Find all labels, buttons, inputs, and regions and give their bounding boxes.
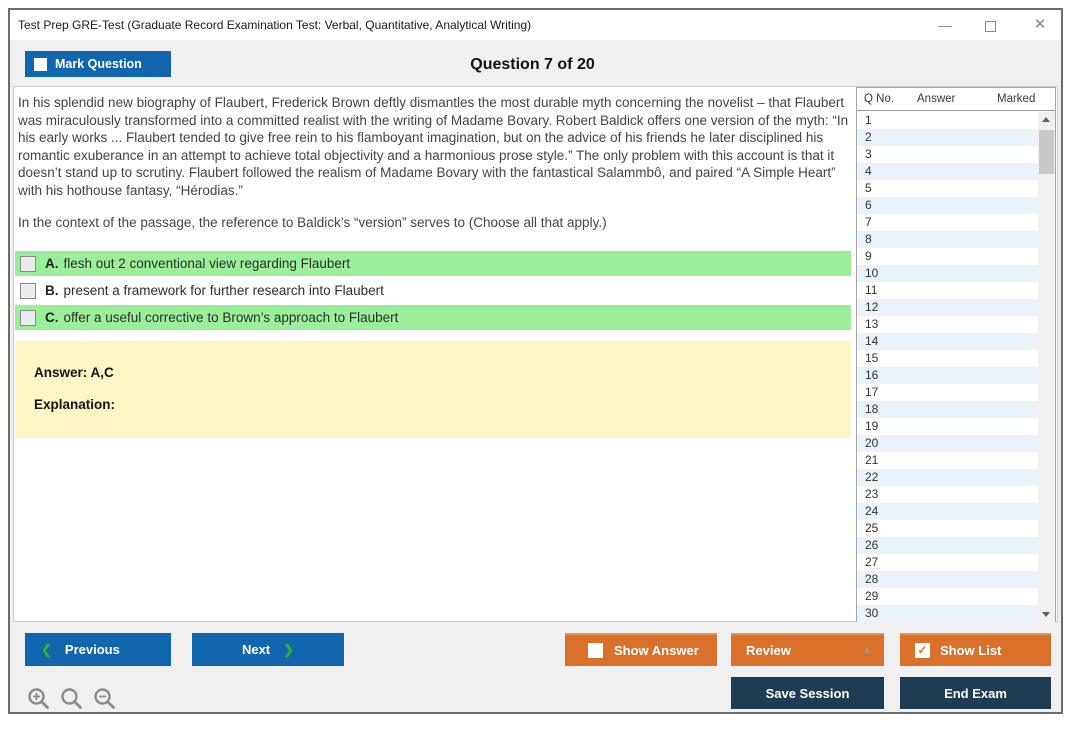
passage-text: In his splendid new biography of Flaubert, Frederick Brown deftly dismantles the most durable myth concerning the novelist – that Flaubert was miraculously transformed into a committed realist with the writing of Madame Bovary. Robert Baldick offers one version of the myth: “In his early works ... Flaubert tended to give free rein to his flamboyant imagination, but on the advice of his friends he later disciplined his romantic exuberance in an attempt to achieve total objectivity and a harmonious prose style.” The only problem with this account is that it doesn’t stand up to scrutiny. Flaubert followed the realism of Madame Bovary with the fantastical Salammbô, and paired “A Simple Heart” with his hothouse fantasy, “Hérodias.”	[18, 95, 849, 198]
question-list-header	[857, 88, 1055, 111]
question-counter: Question 7 of 20	[470, 56, 595, 73]
question-list-row[interactable]	[857, 384, 1038, 401]
question-number: 30	[865, 606, 879, 620]
save-session-label: Save Session	[765, 685, 850, 701]
question-number: 12	[865, 300, 879, 314]
question-number: 8	[865, 232, 872, 246]
question-list-row[interactable]	[857, 180, 1038, 197]
maximize-icon[interactable]	[973, 10, 1007, 40]
question-list-row[interactable]	[857, 554, 1038, 571]
question-number: 14	[865, 334, 879, 348]
end-exam-label: End Exam	[944, 685, 1007, 701]
question-number: 5	[865, 181, 872, 195]
question-list-row[interactable]	[857, 469, 1038, 486]
option-a-checkbox[interactable]	[20, 256, 36, 272]
review-label: Review	[746, 643, 791, 658]
question-list-body	[857, 112, 1038, 622]
show-list-button[interactable]	[900, 633, 1051, 666]
app-window	[8, 8, 1063, 714]
option-b[interactable]	[15, 278, 851, 303]
option-a-letter: A.	[45, 256, 59, 271]
minimize-icon[interactable]: —	[938, 17, 952, 33]
option-c-checkbox[interactable]	[20, 310, 36, 326]
option-a-text: flesh out 2 conventional view regarding Flaubert	[63, 256, 351, 271]
question-list-row[interactable]	[857, 214, 1038, 231]
show-list-checkbox[interactable]: ✓	[915, 643, 930, 658]
question-number: 2	[865, 130, 872, 144]
chevron-left-icon: ❮	[41, 641, 52, 657]
question-list-scrollbar[interactable]	[1038, 112, 1055, 622]
column-header-answer: Answer	[917, 93, 956, 105]
question-list-row[interactable]	[857, 163, 1038, 180]
answer-label: Answer: A,C	[34, 365, 114, 380]
question-number: 6	[865, 198, 872, 212]
answer-box	[15, 341, 851, 438]
question-number: 7	[865, 215, 872, 229]
question-number: 1	[865, 113, 872, 127]
mark-question-label: Mark Question	[55, 57, 142, 71]
title-bar	[10, 10, 1061, 40]
question-number: 17	[865, 385, 879, 399]
chevron-right-icon: ❯	[283, 641, 295, 657]
question-list-row[interactable]	[857, 265, 1038, 282]
question-list-row[interactable]	[857, 486, 1038, 503]
review-dropdown-button[interactable]	[731, 633, 884, 666]
save-session-button[interactable]	[731, 677, 884, 709]
question-number: 25	[865, 521, 879, 535]
question-number: 4	[865, 164, 872, 178]
question-list-row[interactable]	[857, 231, 1038, 248]
scroll-up-icon[interactable]	[1038, 112, 1055, 127]
question-list-row[interactable]	[857, 282, 1038, 299]
question-list-row[interactable]	[857, 367, 1038, 384]
question-list-row[interactable]	[857, 316, 1038, 333]
window-title: Test Prep GRE-Test (Graduate Record Examination Test: Verbal, Quantitative, Analytical Writing)	[18, 18, 532, 32]
question-number: 24	[865, 504, 879, 518]
question-number: 19	[865, 419, 879, 433]
question-number: 27	[865, 555, 879, 569]
previous-button[interactable]	[25, 633, 171, 666]
option-b-text: present a framework for further research into Flaubert	[63, 283, 384, 298]
question-number: 22	[865, 470, 879, 484]
question-list-row[interactable]	[857, 333, 1038, 350]
previous-label: Previous	[64, 642, 120, 657]
caret-up-icon: ▲	[862, 645, 872, 656]
question-list-panel	[856, 87, 1056, 622]
show-answer-button[interactable]	[565, 633, 717, 666]
question-list-row[interactable]	[857, 418, 1038, 435]
question-list-row[interactable]	[857, 503, 1038, 520]
option-c[interactable]	[15, 305, 851, 330]
question-number: 20	[865, 436, 879, 450]
question-list-row[interactable]	[857, 452, 1038, 469]
zoom-out-icon[interactable]	[92, 686, 118, 712]
question-number: 26	[865, 538, 879, 552]
question-number: 18	[865, 402, 879, 416]
close-icon[interactable]: ✕	[1033, 16, 1047, 33]
question-list-row[interactable]	[857, 571, 1038, 588]
maximize-box-glyph	[985, 21, 996, 32]
option-c-text: offer a useful corrective to Brown’s approach to Flaubert	[63, 310, 399, 325]
show-answer-label: Show Answer	[614, 643, 699, 658]
zoom-in-icon[interactable]	[26, 686, 52, 712]
question-number: 10	[865, 266, 879, 280]
question-number: 16	[865, 368, 879, 382]
question-list-row[interactable]	[857, 520, 1038, 537]
question-list-row[interactable]	[857, 435, 1038, 452]
next-label: Next	[241, 642, 271, 657]
question-list-row[interactable]	[857, 401, 1038, 418]
question-list-row[interactable]	[857, 605, 1038, 622]
end-exam-button[interactable]	[900, 677, 1051, 709]
zoom-toolbar	[26, 686, 118, 712]
question-list-row[interactable]	[857, 248, 1038, 265]
question-stem: In the context of the passage, the reference to Baldick’s “version” serves to (Choose all that apply.)	[18, 215, 607, 230]
zoom-reset-icon[interactable]	[59, 686, 85, 712]
question-number: 21	[865, 453, 879, 467]
question-list-row[interactable]	[857, 537, 1038, 554]
question-number: 13	[865, 317, 879, 331]
column-header-marked: Marked	[997, 93, 1036, 105]
scroll-down-icon[interactable]	[1038, 607, 1055, 622]
question-number: 29	[865, 589, 879, 603]
option-c-letter: C.	[45, 310, 59, 325]
question-number: 11	[865, 283, 878, 297]
question-list-row[interactable]	[857, 146, 1038, 163]
question-number: 23	[865, 487, 879, 501]
option-b-checkbox[interactable]	[20, 283, 36, 299]
explanation-label: Explanation:	[34, 397, 116, 412]
column-header-qno: Q No.	[864, 93, 895, 105]
question-list-row[interactable]	[857, 588, 1038, 605]
option-a[interactable]	[15, 251, 851, 276]
question-list-row[interactable]	[857, 299, 1038, 316]
question-number: 28	[865, 572, 879, 586]
question-list-row[interactable]	[857, 197, 1038, 214]
question-number: 15	[865, 351, 879, 365]
show-answer-checkbox[interactable]	[588, 643, 603, 658]
question-list-row[interactable]	[857, 112, 1038, 129]
option-b-letter: B.	[45, 283, 59, 298]
question-list-row[interactable]	[857, 129, 1038, 146]
question-number: 9	[865, 249, 872, 263]
question-list-row[interactable]	[857, 350, 1038, 367]
question-number: 3	[865, 147, 872, 161]
next-button[interactable]	[192, 633, 344, 666]
show-list-label: Show List	[940, 643, 1002, 658]
scrollbar-thumb[interactable]	[1039, 130, 1054, 174]
